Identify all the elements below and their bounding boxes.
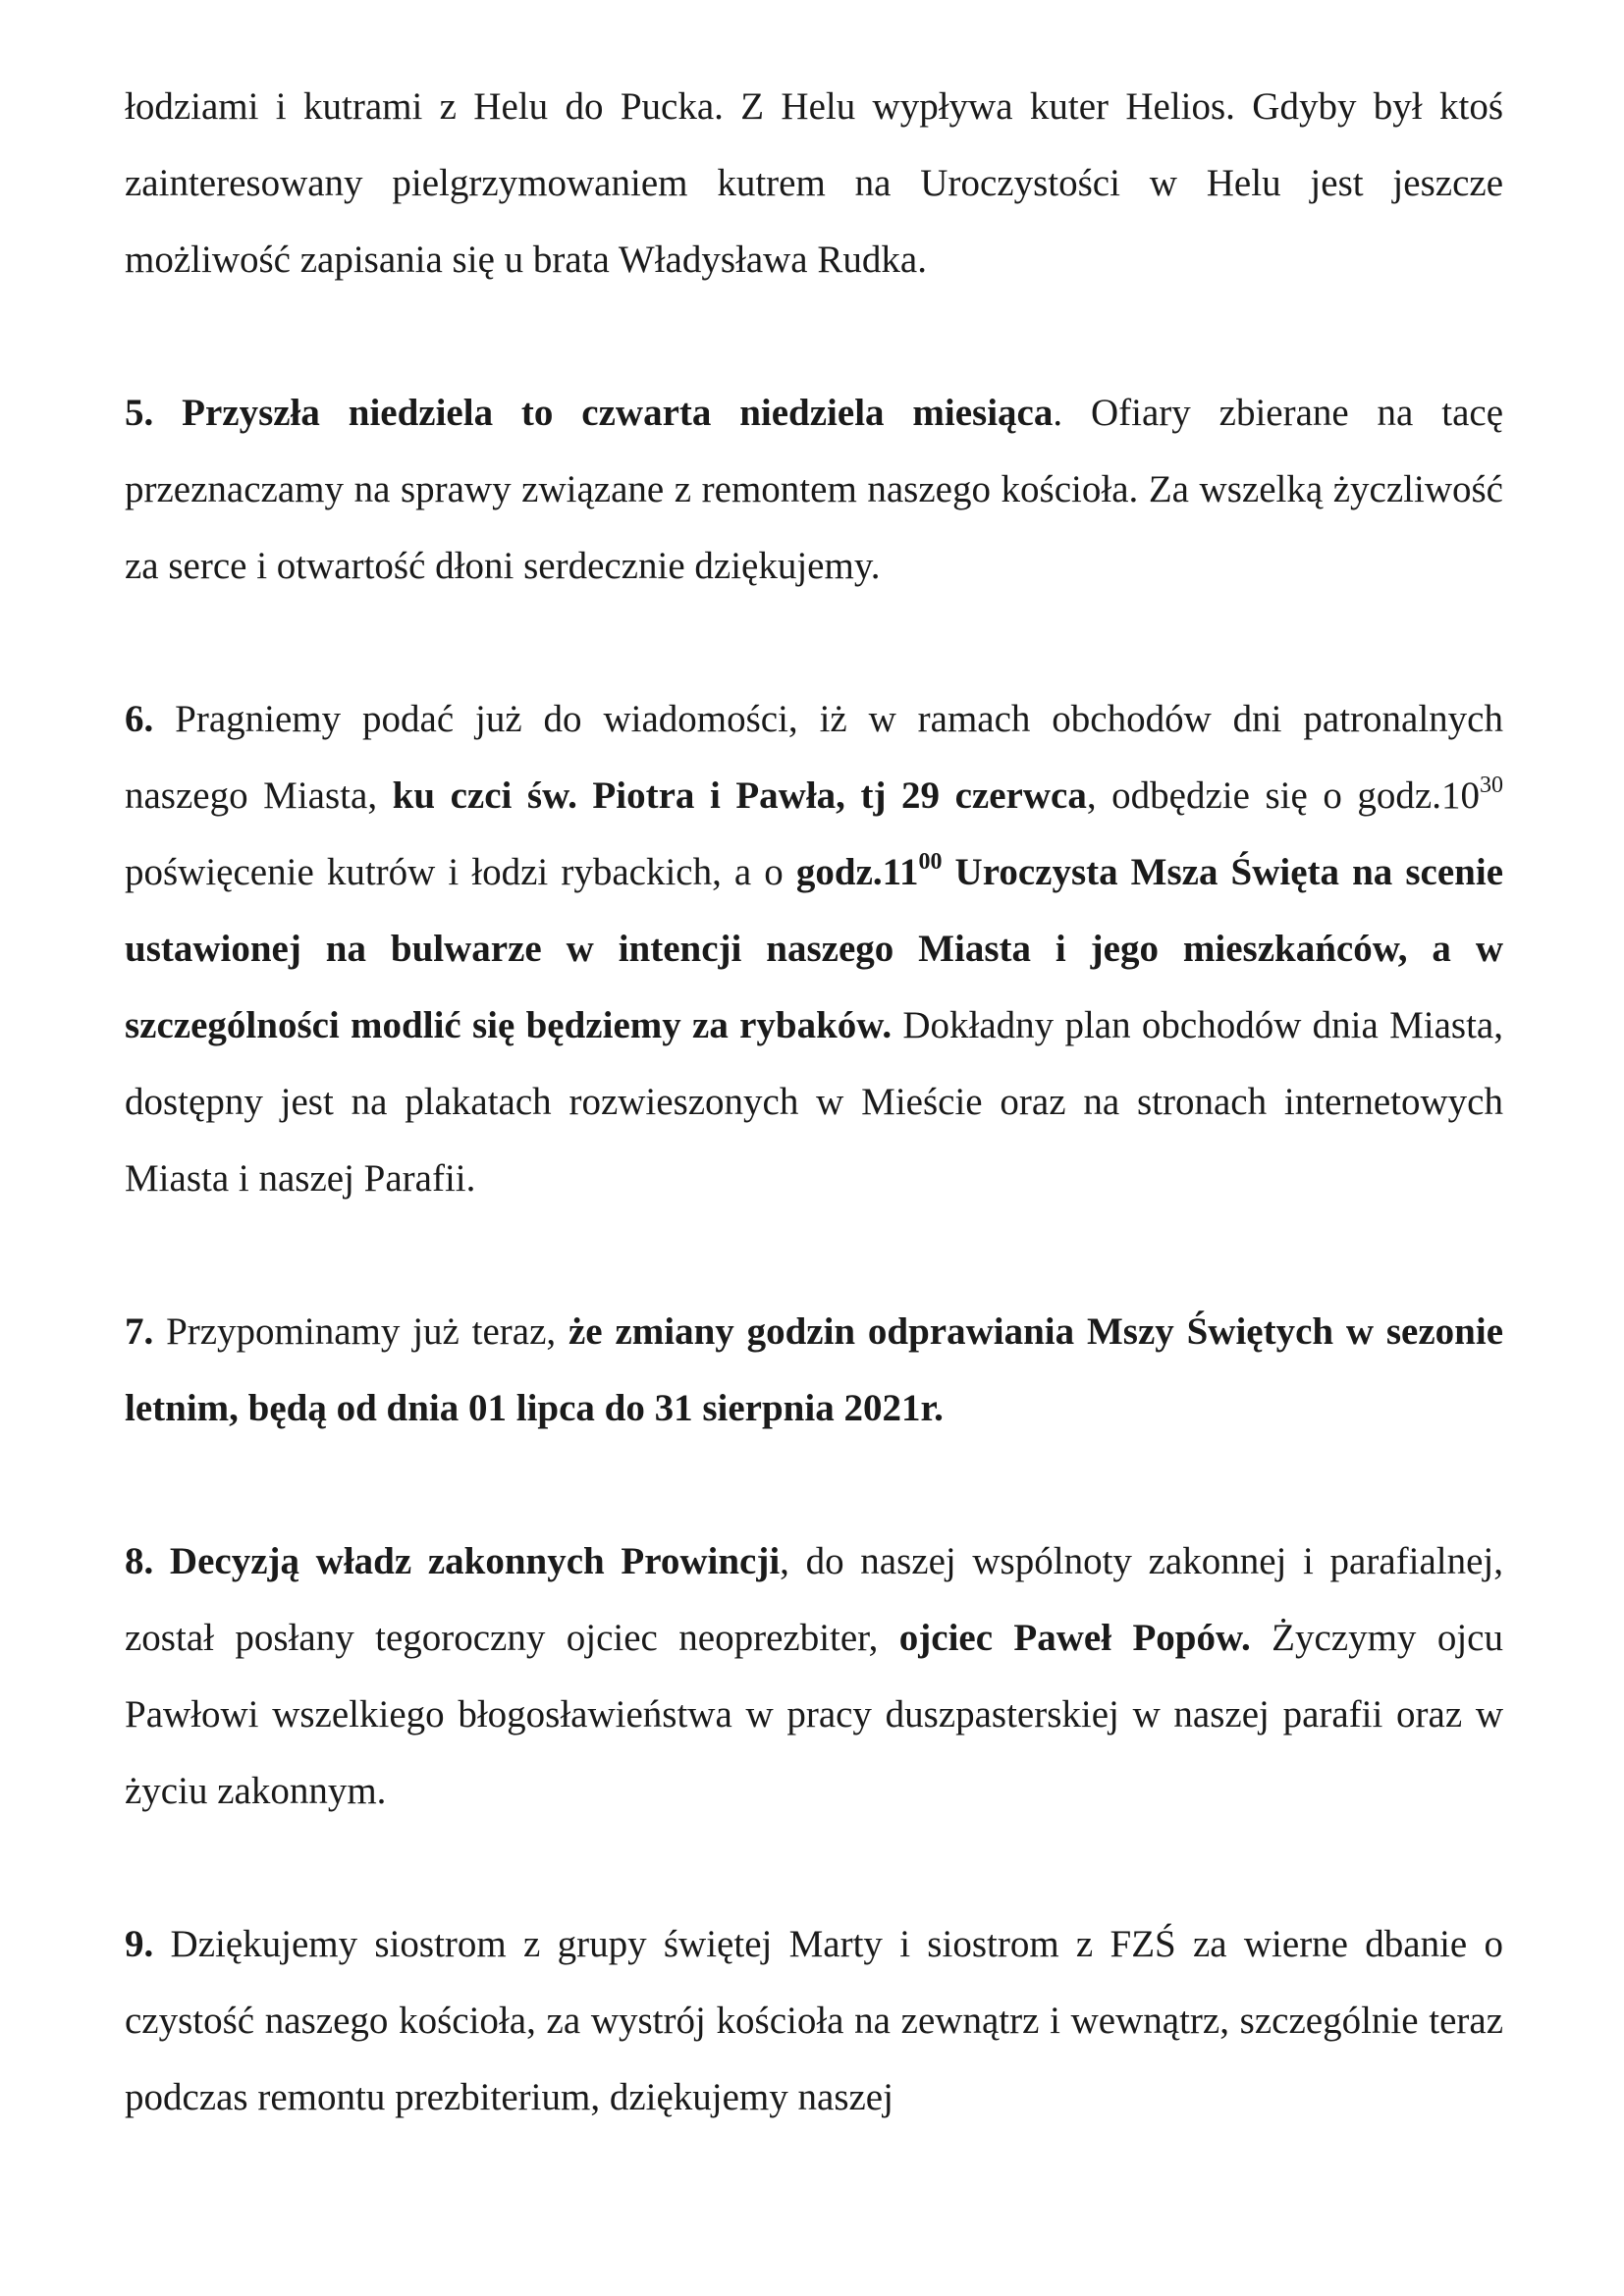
document-page	[125, 69, 1503, 2136]
bold-text: godz.11	[795, 851, 919, 893]
bold-text: ku czci św. Piotra i Pawła, tj 29 czerwca	[392, 774, 1087, 817]
paragraph-text: , odbędzie się o godz.10	[1086, 774, 1480, 817]
paragraph-text: łodziami i kutrami z Helu do Pucka. Z Helu wypływa kuter Helios. Gdyby był ktoś zainteresowany pielgrzymowaniem kutrem na Uroczystości w Helu jest jeszcze możliwość zapisania się u brata Władysława Rudka.	[125, 85, 1503, 281]
bold-text: że zmiany godzin odprawiania Mszy Świętych w sezonie letnim, będą od dnia 01 lipca do 31 sierpnia 2021r.	[125, 1310, 1504, 1429]
paragraph-9	[125, 1906, 1503, 2136]
bold-text: ojciec Paweł Popów.	[898, 1617, 1251, 1659]
item-number: 5.	[125, 392, 154, 434]
bold-text: Przyszła niedziela to czwarta niedziela miesiąca	[182, 392, 1054, 434]
paragraph-5	[125, 375, 1503, 605]
paragraph-text: poświęcenie kutrów i łodzi rybackich, a o	[125, 851, 796, 893]
item-number: 6.	[125, 698, 154, 740]
item-number: 7.	[125, 1310, 154, 1353]
bold-text: Uroczysta Msza Święta na scenie ustawionej na bulwarze w intencji naszego Miasta i jego mieszkańców, a w szczególności modlić się będziemy za rybaków.	[125, 851, 1503, 1046]
paragraph-text: Życzymy ojcu Pawłowi wszelkiego błogosławieństwa w pracy duszpasterskiej w naszej parafii oraz w życiu zakonnym.	[125, 1617, 1503, 1812]
paragraph-text: Pragniemy podać już do wiadomości, iż w ramach obchodów dni patronalnych naszego Miasta,	[125, 698, 1503, 817]
time-superscript: 30	[1480, 773, 1503, 798]
paragraph-4-continuation	[125, 69, 1503, 298]
paragraph-text: , do naszej wspólnoty zakonnej i parafialnej, został posłany tegoroczny ojciec neoprezbiter,	[125, 1540, 1503, 1659]
paragraph-6	[125, 681, 1503, 1217]
item-number: 9.	[125, 1923, 154, 1965]
paragraph-8	[125, 1523, 1503, 1830]
bold-text: Decyzją władz zakonnych Prowincji	[153, 1540, 781, 1582]
item-number: 8.	[125, 1540, 154, 1582]
paragraph-7	[125, 1294, 1503, 1447]
time-superscript: 00	[918, 849, 943, 875]
paragraph-text: Dokładny plan obchodów dnia Miasta, dostępny jest na plakatach rozwieszonych w Mieście oraz na stronach internetowych Miasta i naszej Parafii.	[125, 1004, 1503, 1200]
paragraph-text: Przypominamy już teraz,	[153, 1310, 568, 1353]
paragraph-text: Dziękujemy siostrom z grupy świętej Marty i siostrom z FZŚ za wierne dbanie o czystość naszego kościoła, za wystrój kościoła na zewnątrz i wewnątrz, szczególnie teraz podczas remontu prezbiterium, dziękujemy naszej	[125, 1923, 1503, 2118]
paragraph-text: . Ofiary zbierane na tacę przeznaczamy na sprawy związane z remontem naszego kościoła. Za wszelką życzliwość za serce i otwartość dłoni serdecznie dziękujemy.	[125, 392, 1503, 587]
